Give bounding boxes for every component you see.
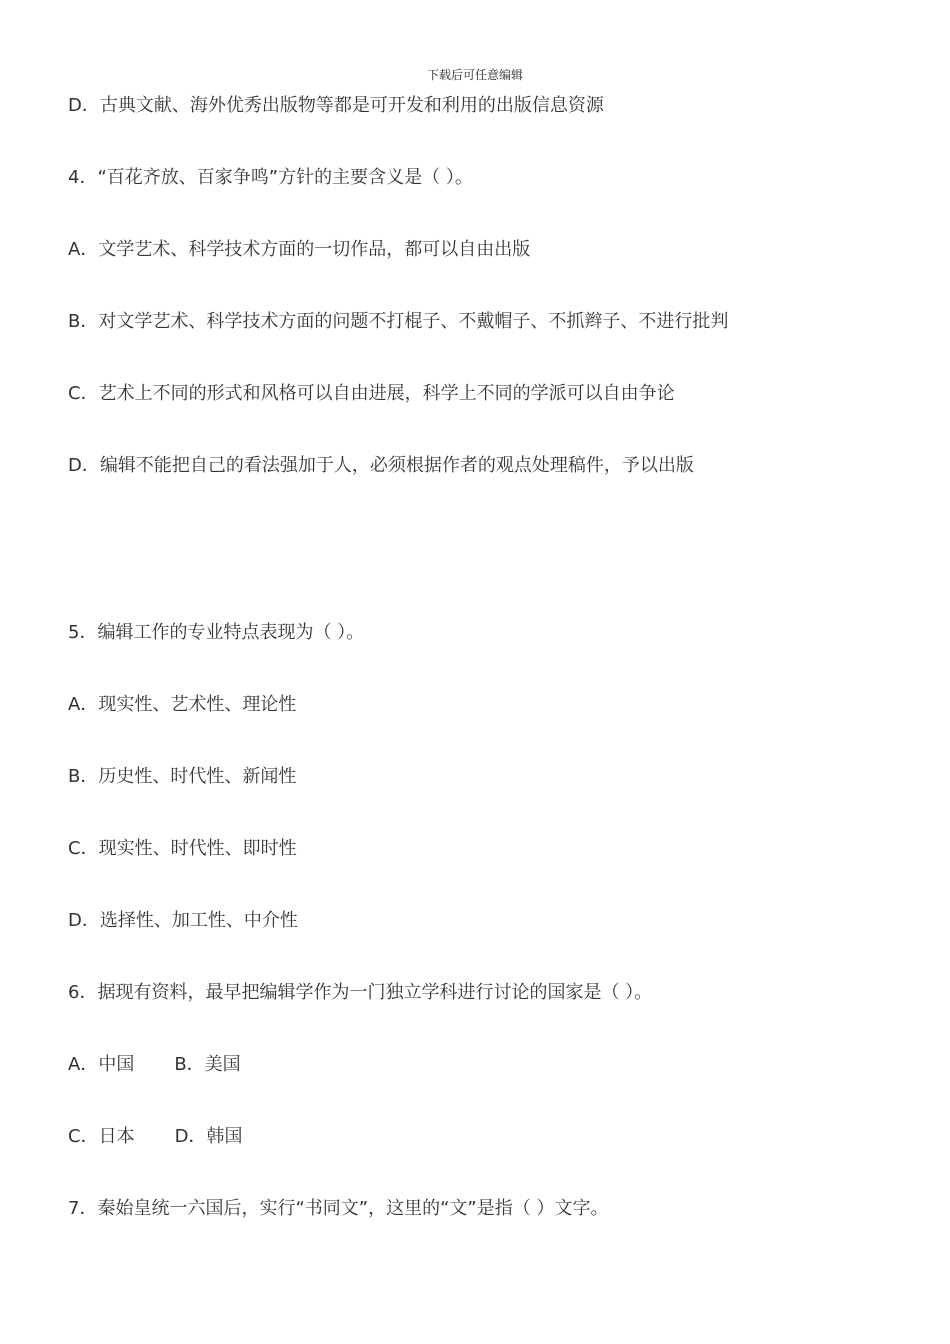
q4-option-c: C．艺术上不同的形式和风格可以自由进展，科学上不同的学派可以自由争论 — [68, 383, 675, 404]
q5-option-c: C．现实性、时代性、即时性 — [68, 838, 297, 859]
q6-question: 6．据现有资料，最早把编辑学作为一门独立学科进行讨论的国家是（ ）。 — [68, 982, 653, 1003]
q6-options-row-1 — [68, 1053, 241, 1077]
q6-option-a: A．中国 — [68, 1054, 135, 1075]
q6-option-c: C．日本 — [68, 1126, 135, 1147]
q4-option-b: B．对文学艺术、科学技术方面的问题不打棍子、不戴帽子、不抓辫子、不进行批判 — [68, 311, 729, 332]
q3-option-d: D．古典文献、海外优秀出版物等都是可开发和利用的出版信息资源 — [68, 95, 604, 116]
q5-option-d: D．选择性、加工性、中介性 — [68, 910, 298, 931]
q7-question: 7．秦始皇统一六国后，实行“书同文”，这里的“文”是指（ ）文字。 — [68, 1198, 609, 1219]
q6-option-d: D．韩国 — [174, 1126, 243, 1147]
q5-option-b: B．历史性、时代性、新闻性 — [68, 766, 297, 787]
page-header-note: 下载后可任意编辑 — [426, 68, 523, 82]
q4-option-a: A．文学艺术、科学技术方面的一切作品，都可以自由出版 — [68, 239, 531, 260]
q5-option-a: A．现实性、艺术性、理论性 — [68, 694, 297, 715]
q6-options-row-2 — [68, 1125, 242, 1149]
q5-question: 5．编辑工作的专业特点表现为（ ）。 — [68, 622, 365, 643]
q4-question: 4．“百花齐放、百家争鸣”方针的主要含义是（ ）。 — [68, 167, 473, 188]
q6-option-b: B．美国 — [174, 1054, 241, 1075]
q4-option-d: D．编辑不能把自己的看法强加于人，必须根据作者的观点处理稿件，予以出版 — [68, 455, 694, 476]
